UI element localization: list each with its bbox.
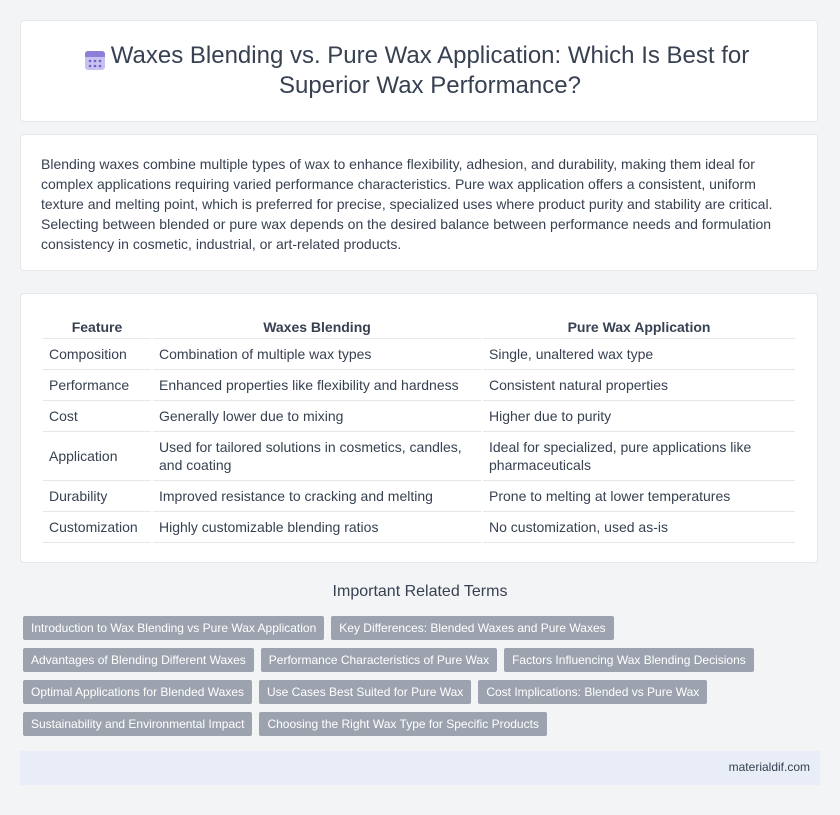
table-row (43, 370, 795, 401)
row-feature: Cost (43, 401, 151, 432)
row-pure: Consistent natural properties (483, 370, 795, 401)
summary-card (20, 134, 818, 271)
related-term-tag[interactable]: Key Differences: Blended Waxes and Pure Waxes (331, 616, 613, 640)
row-blending: Improved resistance to cracking and melting (153, 481, 481, 512)
row-blending: Combination of multiple wax types (153, 339, 481, 370)
header-pure-wax: Pure Wax Application (483, 314, 795, 339)
comparison-table-card (20, 293, 818, 563)
row-blending: Generally lower due to mixing (153, 401, 481, 432)
tag-row (23, 680, 803, 704)
related-term-tag[interactable]: Advantages of Blending Different Waxes (23, 648, 254, 672)
table-row (43, 481, 795, 512)
table-row (43, 432, 795, 481)
footer (20, 751, 820, 785)
table-row (43, 339, 795, 370)
related-term-tag[interactable]: Optimal Applications for Blended Waxes (23, 680, 252, 704)
tag-row (23, 712, 803, 736)
related-term-tag[interactable]: Use Cases Best Suited for Pure Wax (259, 680, 471, 704)
tag-row (23, 648, 803, 672)
header-waxes-blending: Waxes Blending (153, 314, 481, 339)
table-header-row (43, 314, 795, 339)
related-term-tag[interactable]: Choosing the Right Wax Type for Specific Products (259, 712, 546, 736)
title-card (20, 20, 818, 122)
row-blending: Used for tailored solutions in cosmetics, candles, and coating (153, 432, 481, 481)
row-blending: Enhanced properties like flexibility and hardness (153, 370, 481, 401)
table-row (43, 512, 795, 543)
row-pure: Ideal for specialized, pure applications like pharmaceuticals (483, 432, 795, 481)
tag-row (23, 616, 803, 640)
row-blending: Highly customizable blending ratios (153, 512, 481, 543)
row-pure: Single, unaltered wax type (483, 339, 795, 370)
related-term-tag[interactable]: Factors Influencing Wax Blending Decisions (504, 648, 754, 672)
row-pure: No customization, used as-is (483, 512, 795, 543)
page-title: Waxes Blending vs. Pure Wax Application: Which Is Best for Superior Wax Performance? (110, 42, 750, 99)
row-feature: Performance (43, 370, 151, 401)
related-term-tag[interactable]: Cost Implications: Blended vs Pure Wax (478, 680, 707, 704)
site-link[interactable]: materialdif.com (728, 760, 810, 774)
related-term-tag[interactable]: Performance Characteristics of Pure Wax (261, 648, 497, 672)
summary-text: Blending waxes combine multiple types of wax to enhance flexibility, adhesion, and durability, making them ideal for complex applications requiring varied performance characteristics. Pure wax application offers a consistent, uniform texture and melting point, which is preferred for precise, specialized uses where product purity and stability are critical. Selecting between blended or pure wax depends on the desired balance between performance needs and formulation consistency in cosmetic, industrial, or art-related products. (41, 156, 773, 252)
row-feature: Application (43, 432, 151, 481)
row-pure: Prone to melting at lower temperatures (483, 481, 795, 512)
row-feature: Durability (43, 481, 151, 512)
related-terms-list (23, 616, 803, 744)
row-feature: Customization (43, 512, 151, 543)
row-pure: Higher due to purity (483, 401, 795, 432)
comparison-table (41, 314, 797, 543)
related-term-tag[interactable]: Sustainability and Environmental Impact (23, 712, 252, 736)
related-term-tag[interactable]: Introduction to Wax Blending vs Pure Wax Application (23, 616, 324, 640)
table-row (43, 401, 795, 432)
related-terms-heading: Important Related Terms (332, 583, 508, 600)
header-feature: Feature (43, 314, 151, 339)
row-feature: Composition (43, 339, 151, 370)
